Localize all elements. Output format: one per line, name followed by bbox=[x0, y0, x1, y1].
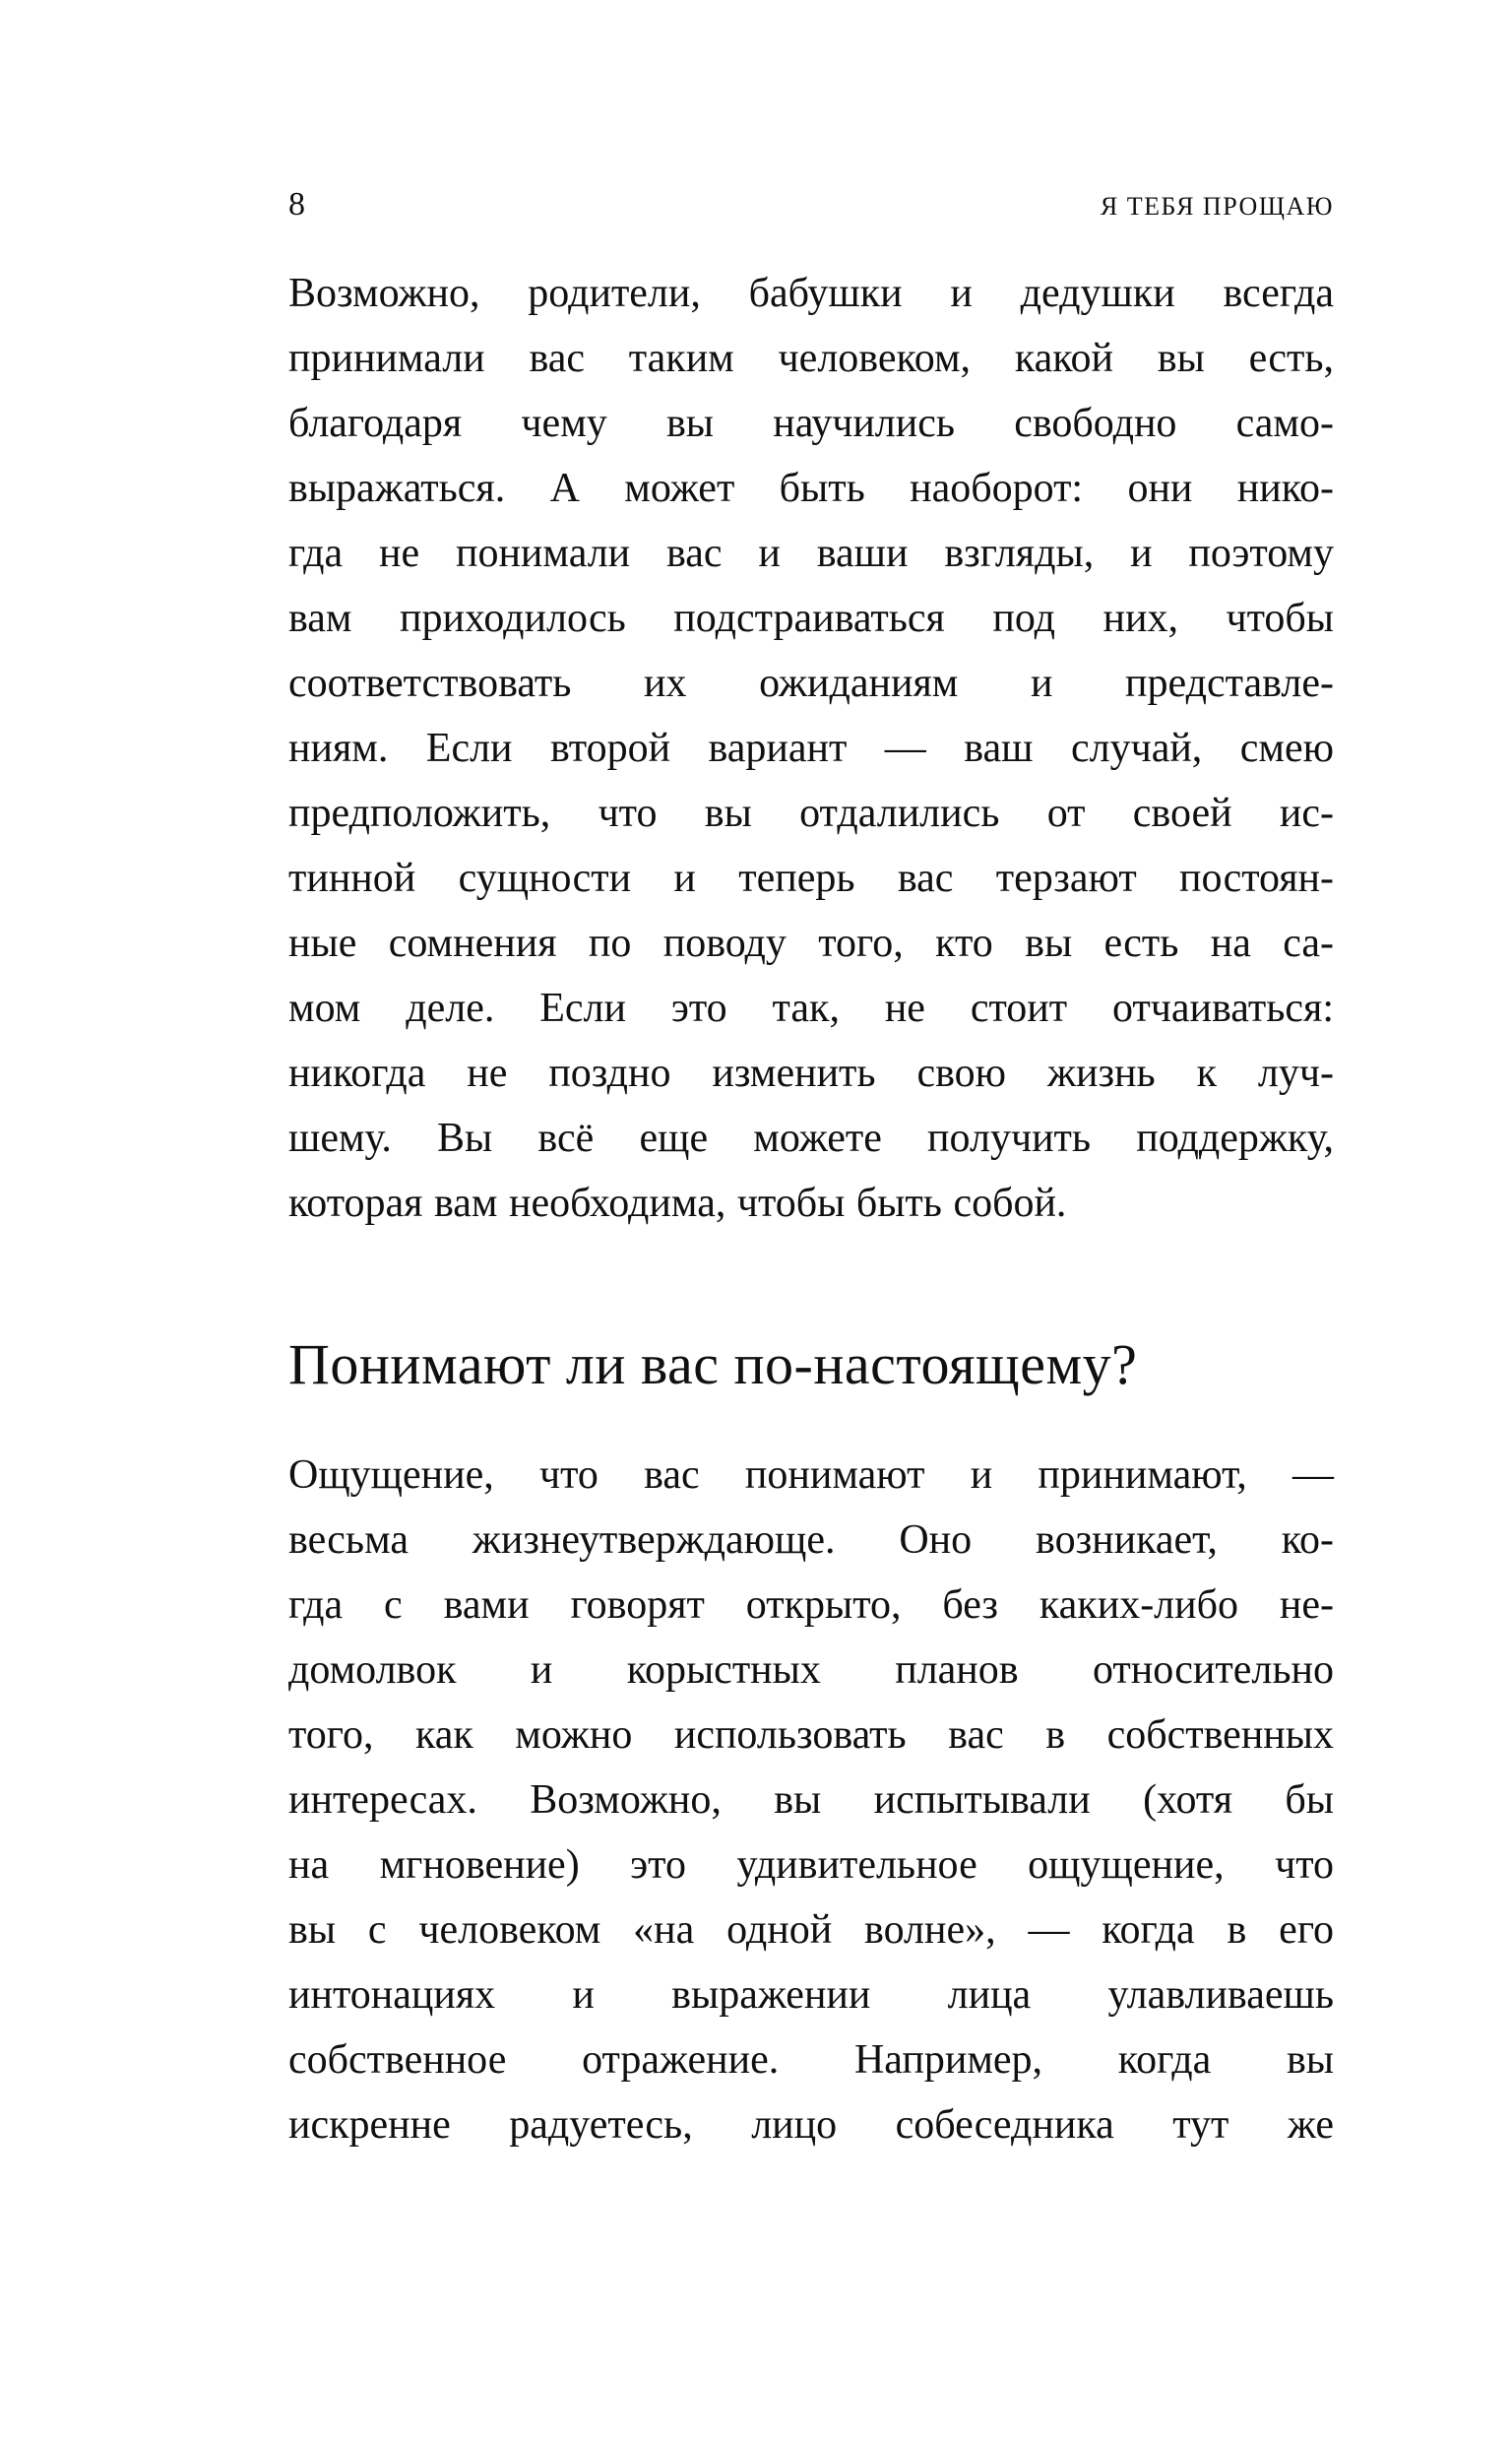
text-line: шему. Вы всё еще можете получить поддержку, bbox=[288, 1116, 1334, 1161]
text-line: Возможно, родители, бабушки и дедушки всегда bbox=[288, 271, 1334, 316]
paragraph-1 bbox=[288, 261, 1334, 1236]
text-line: собственное отражение. Например, когда вы bbox=[288, 2037, 1334, 2083]
text-line: предположить, что вы отдалились от своей ис- bbox=[288, 791, 1334, 836]
page-number: 8 bbox=[288, 186, 305, 223]
page-header bbox=[288, 185, 1334, 226]
text-line: которая вам необходима, чтобы быть собой. bbox=[288, 1181, 1067, 1226]
text-line: Ощущение, что вас понимают и принимают, — bbox=[288, 1452, 1334, 1498]
text-line: того, как можно использовать вас в собственных bbox=[288, 1712, 1334, 1758]
text-line: весьма жизнеутверждающе. Оно возникает, ко- bbox=[288, 1517, 1334, 1563]
text-line: тинной сущности и теперь вас терзают постоян- bbox=[288, 856, 1334, 901]
text-line: благодаря чему вы научились свободно само- bbox=[288, 401, 1334, 446]
section-heading: Понимают ли вас по-настоящему? bbox=[288, 1332, 1138, 1396]
text-line: на мгновение) это удивительное ощущение, что bbox=[288, 1842, 1334, 1888]
text-line: вам приходилось подстраиваться под них, чтобы bbox=[288, 596, 1334, 641]
text-line: ные сомнения по поводу того, кто вы есть на са- bbox=[288, 921, 1334, 966]
text-line: никогда не поздно изменить свою жизнь к луч- bbox=[288, 1051, 1334, 1096]
running-title: Я ТЕБЯ ПРОЩАЮ bbox=[1100, 192, 1334, 221]
text-line: вы с человеком «на одной волне», — когда в его bbox=[288, 1907, 1334, 1953]
text-line: выражаться. А может быть наоборот: они нико- bbox=[288, 466, 1334, 511]
text-line: интонациях и выражении лица улавливаешь bbox=[288, 1972, 1334, 2018]
text-line: гда не понимали вас и ваши взгляды, и поэтому bbox=[288, 531, 1334, 576]
text-line: интересах. Возможно, вы испытывали (хотя бы bbox=[288, 1777, 1334, 1823]
text-line: гда с вами говорят открыто, без каких-либо не- bbox=[288, 1582, 1334, 1628]
text-line: соответствовать их ожиданиям и представле- bbox=[288, 661, 1334, 706]
paragraph-2 bbox=[288, 1443, 1334, 2157]
text-line: искренне радуетесь, лицо собеседника тут же bbox=[288, 2102, 1334, 2148]
text-line: принимали вас таким человеком, какой вы есть, bbox=[288, 336, 1334, 381]
text-line: мом деле. Если это так, не стоит отчаиваться: bbox=[288, 986, 1334, 1031]
text-line: домолвок и корыстных планов относительно bbox=[288, 1647, 1334, 1693]
text-line: ниям. Если второй вариант — ваш случай, смею bbox=[288, 726, 1334, 771]
